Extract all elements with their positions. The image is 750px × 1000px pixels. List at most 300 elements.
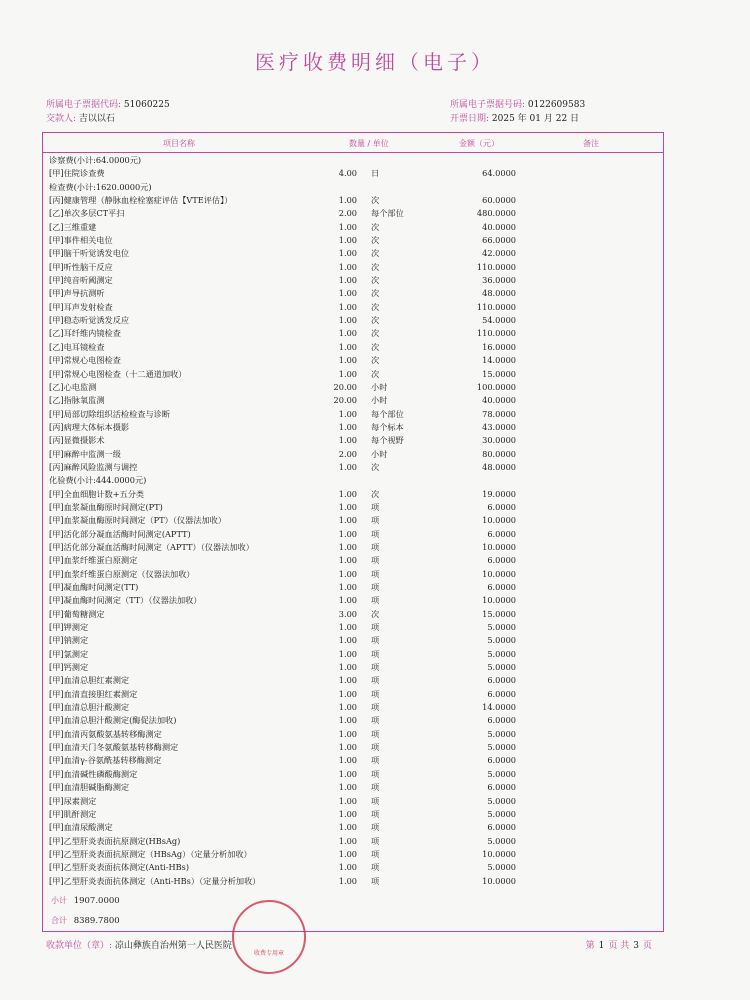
table-row xyxy=(43,728,663,741)
item-name: [甲]血浆纤维蛋白原测定 xyxy=(49,555,138,566)
item-amount: 10.0000 xyxy=(482,875,516,886)
table-row xyxy=(43,501,663,514)
table-row xyxy=(43,274,663,287)
item-amount: 5.0000 xyxy=(487,742,516,753)
item-amount: 14.0000 xyxy=(482,702,516,713)
item-amount: 6.0000 xyxy=(487,715,516,726)
header-qty-unit: 数量 / 单位 xyxy=(349,139,389,148)
item-qty: 2.00 xyxy=(338,448,357,459)
item-amount: 10.0000 xyxy=(482,595,516,606)
item-unit: 项 xyxy=(371,688,380,699)
item-unit: 次 xyxy=(371,315,380,326)
item-amount: 48.0000 xyxy=(482,288,516,299)
table-row xyxy=(43,247,663,260)
item-amount: 6.0000 xyxy=(487,501,516,512)
table-row xyxy=(43,768,663,781)
item-qty: 1.00 xyxy=(338,261,357,272)
item-amount: 54.0000 xyxy=(482,315,516,326)
table-row xyxy=(43,167,663,180)
table-row xyxy=(43,634,663,647)
grand-total-value: 8389.7800 xyxy=(73,916,120,926)
item-qty: 1.00 xyxy=(338,488,357,499)
item-unit: 项 xyxy=(371,808,380,819)
item-qty: 1.00 xyxy=(338,501,357,512)
issue-date-value: 2025 年 01 月 22 日 xyxy=(491,114,580,124)
item-amount: 6.0000 xyxy=(487,582,516,592)
item-name: [甲]麻醉中监测一级 xyxy=(49,448,121,459)
item-unit: 小时 xyxy=(371,381,388,392)
item-amount: 6.0000 xyxy=(487,675,516,686)
table-row xyxy=(43,207,663,220)
document-title: 医疗收费明细（电子） xyxy=(255,50,495,74)
table-row xyxy=(43,287,663,300)
page-total: 3 xyxy=(633,941,639,951)
table-row xyxy=(43,234,663,247)
item-qty: 20.00 xyxy=(333,395,357,406)
item-unit: 项 xyxy=(371,835,380,846)
item-qty: 1.00 xyxy=(338,702,357,713)
item-unit: 项 xyxy=(371,635,380,646)
item-amount: 5.0000 xyxy=(487,862,516,873)
item-unit: 次 xyxy=(371,235,380,246)
item-amount: 80.0000 xyxy=(482,448,516,459)
item-amount: 5.0000 xyxy=(487,795,516,806)
table-row xyxy=(43,528,663,541)
item-qty: 1.00 xyxy=(338,862,357,873)
item-qty: 1.00 xyxy=(338,195,357,206)
payer-value: 吉以以石 xyxy=(78,114,115,124)
table-row xyxy=(43,741,663,754)
table-row xyxy=(43,674,663,687)
item-name: [甲]活化部分凝血活酶时间测定（APTT）（仪器法加收） xyxy=(49,541,254,552)
item-qty: 1.00 xyxy=(338,595,357,606)
item-amount: 480.0000 xyxy=(476,208,516,219)
item-amount: 64.0000 xyxy=(482,168,516,179)
item-unit: 小时 xyxy=(371,448,388,459)
item-unit: 项 xyxy=(371,795,380,806)
bill-code-label: 所属电子票据代码: xyxy=(46,100,122,110)
item-name: [甲]乙型肝炎表面抗原测定(HBsAg) xyxy=(49,835,181,846)
item-amount: 5.0000 xyxy=(487,835,516,846)
item-name: [甲]乙型肝炎表面抗体测定（Anti-HBs）（定量分析加收） xyxy=(49,875,261,886)
page-prefix: 第 xyxy=(585,941,595,951)
item-amount: 5.0000 xyxy=(487,728,516,739)
official-seal xyxy=(232,900,306,974)
table-row xyxy=(43,581,663,594)
item-name: [甲]血清总胆红素测定 xyxy=(49,675,130,686)
table-row xyxy=(43,714,663,727)
item-qty: 1.00 xyxy=(338,835,357,846)
item-name: [甲]钠测定 xyxy=(49,635,89,646)
item-qty: 1.00 xyxy=(338,221,357,232)
item-name: [甲]活化部分凝血活酶时间测定(APTT) xyxy=(49,528,191,539)
item-unit: 项 xyxy=(371,568,380,579)
footer xyxy=(46,938,658,951)
item-amount: 10.0000 xyxy=(482,848,516,859)
item-amount: 5.0000 xyxy=(487,662,516,673)
item-qty: 1.00 xyxy=(338,768,357,779)
item-unit: 项 xyxy=(371,582,380,592)
table-row xyxy=(43,875,663,888)
item-name: [甲]常规心电图检查（十二通道加收） xyxy=(49,368,187,379)
item-qty: 1.00 xyxy=(338,341,357,352)
fee-table xyxy=(42,132,664,932)
payer xyxy=(46,111,115,124)
item-name: [甲]住院诊查费 xyxy=(49,168,105,179)
item-unit: 项 xyxy=(371,515,380,526)
item-qty: 4.00 xyxy=(338,168,357,179)
item-unit: 次 xyxy=(371,341,380,352)
table-row xyxy=(43,421,663,434)
item-qty: 1.00 xyxy=(338,555,357,566)
item-qty: 1.00 xyxy=(338,728,357,739)
item-name: [甲]血清胆碱脂酶测定 xyxy=(49,782,130,793)
item-amount: 10.0000 xyxy=(482,568,516,579)
item-amount: 19.0000 xyxy=(482,488,516,499)
item-unit: 项 xyxy=(371,648,380,659)
bill-code xyxy=(46,97,170,110)
item-name: [甲]乙型肝炎表面抗体测定(Anti-HBs) xyxy=(49,862,190,873)
item-qty: 2.00 xyxy=(338,208,357,219)
item-name: [丙]显微摄影术 xyxy=(49,435,105,446)
payer-label: 交款人: xyxy=(46,114,77,124)
item-name: [甲]稳态听觉诱发反应 xyxy=(49,315,130,326)
item-amount: 40.0000 xyxy=(482,221,516,232)
item-unit: 项 xyxy=(371,755,380,766)
item-qty: 1.00 xyxy=(338,635,357,646)
item-amount: 40.0000 xyxy=(482,395,516,406)
item-unit: 小时 xyxy=(371,395,388,406)
table-row xyxy=(43,848,663,861)
table-row xyxy=(43,301,663,314)
table-row xyxy=(43,327,663,340)
item-unit: 项 xyxy=(371,848,380,859)
item-unit: 次 xyxy=(371,275,380,286)
table-row xyxy=(43,394,663,407)
payee-unit-label: 收款单位（章）: xyxy=(46,941,113,951)
item-unit: 项 xyxy=(371,702,380,713)
item-unit: 次 xyxy=(371,368,380,379)
category-row xyxy=(43,181,663,194)
item-unit: 项 xyxy=(371,768,380,779)
item-amount: 5.0000 xyxy=(487,768,516,779)
bill-number xyxy=(450,97,585,110)
issue-date-label: 开票日期: xyxy=(450,114,490,124)
item-qty: 1.00 xyxy=(338,515,357,526)
item-name: [乙]心电监测 xyxy=(49,381,97,392)
table-row xyxy=(43,594,663,607)
table-header xyxy=(43,133,663,153)
item-unit: 项 xyxy=(371,728,380,739)
item-amount: 43.0000 xyxy=(482,421,516,432)
bill-code-value: 51060225 xyxy=(123,100,170,110)
item-name: [甲]血清天门冬氨酸氨基转移酶测定 xyxy=(49,742,179,753)
table-row xyxy=(43,648,663,661)
item-name: [甲]血清γ-谷氨酰基转移酶测定 xyxy=(49,755,162,766)
table-body xyxy=(43,154,663,888)
item-name: [甲]全血细胞计数+五分类 xyxy=(49,488,145,499)
header-note: 备注 xyxy=(583,139,599,148)
item-name: [甲]肌酐测定 xyxy=(49,808,97,819)
item-name: [丙]健康管理（静脉血栓栓塞症评估【VTE评估】） xyxy=(49,195,233,206)
bill-number-value: 0122609583 xyxy=(527,100,586,110)
item-unit: 项 xyxy=(371,875,380,886)
item-qty: 1.00 xyxy=(338,782,357,793)
page-suffix: 页 xyxy=(642,941,652,951)
table-row xyxy=(43,554,663,567)
item-qty: 1.00 xyxy=(338,715,357,726)
table-row xyxy=(43,261,663,274)
item-qty: 1.00 xyxy=(338,688,357,699)
table-row xyxy=(43,488,663,501)
item-unit: 每个部位 xyxy=(371,408,404,419)
item-unit: 项 xyxy=(371,662,380,673)
item-qty: 1.00 xyxy=(338,875,357,886)
subtotal-value: 1907.0000 xyxy=(73,896,120,906)
item-unit: 次 xyxy=(371,248,380,259)
item-qty: 1.00 xyxy=(338,662,357,673)
item-name: [甲]血清总胆汁酸测定(酶促法加收) xyxy=(49,715,177,726)
item-name: [甲]钙测定 xyxy=(49,662,89,673)
item-unit: 次 xyxy=(371,195,380,206)
grand-total xyxy=(51,915,120,926)
table-row xyxy=(43,461,663,474)
item-amount: 48.0000 xyxy=(482,461,516,472)
item-qty: 1.00 xyxy=(338,435,357,446)
item-qty: 1.00 xyxy=(338,235,357,246)
page-indicator xyxy=(586,938,652,951)
item-amount: 110.0000 xyxy=(476,328,516,339)
header-item-name: 项目名称 xyxy=(163,139,195,148)
item-qty: 1.00 xyxy=(338,582,357,592)
table-row xyxy=(43,221,663,234)
item-qty: 1.00 xyxy=(338,742,357,753)
item-unit: 次 xyxy=(371,328,380,339)
category-name: 检查费(小计:1620.0000元) xyxy=(49,181,152,192)
item-unit: 次 xyxy=(371,301,380,312)
item-qty: 1.00 xyxy=(338,675,357,686)
category-row xyxy=(43,474,663,487)
table-row xyxy=(43,194,663,207)
item-unit: 项 xyxy=(371,862,380,873)
table-row xyxy=(43,354,663,367)
table-row xyxy=(43,808,663,821)
item-unit: 次 xyxy=(371,608,380,619)
item-unit: 每个标本 xyxy=(371,421,404,432)
item-unit: 项 xyxy=(371,595,380,606)
item-qty: 1.00 xyxy=(338,528,357,539)
category-name: 诊察费(小计:64.0000元) xyxy=(49,155,142,165)
item-name: [甲]血清尿酸测定 xyxy=(49,822,113,833)
item-qty: 1.00 xyxy=(338,275,357,286)
table-row xyxy=(43,701,663,714)
category-name: 化验费(小计:444.0000元) xyxy=(49,475,147,486)
item-qty: 1.00 xyxy=(338,541,357,552)
table-row xyxy=(43,514,663,527)
item-unit: 项 xyxy=(371,742,380,753)
item-qty: 1.00 xyxy=(338,288,357,299)
item-qty: 1.00 xyxy=(338,328,357,339)
item-amount: 5.0000 xyxy=(487,622,516,633)
item-qty: 1.00 xyxy=(338,795,357,806)
item-name: [甲]血清丙氨酸氨基转移酶测定 xyxy=(49,728,162,739)
table-row xyxy=(43,541,663,554)
item-qty: 1.00 xyxy=(338,368,357,379)
item-amount: 30.0000 xyxy=(482,435,516,446)
item-qty: 1.00 xyxy=(338,822,357,833)
issue-date xyxy=(450,111,579,124)
table-row xyxy=(43,861,663,874)
item-name: [甲]常规心电图检查 xyxy=(49,355,121,366)
item-qty: 1.00 xyxy=(338,622,357,633)
item-amount: 5.0000 xyxy=(487,808,516,819)
item-name: [甲]纯音听阈测定 xyxy=(49,275,113,286)
grand-total-label: 合计 xyxy=(51,916,67,925)
item-qty: 20.00 xyxy=(333,381,357,392)
item-unit: 日 xyxy=(371,168,380,179)
item-qty: 1.00 xyxy=(338,421,357,432)
item-unit: 项 xyxy=(371,541,380,552)
item-unit: 次 xyxy=(371,221,380,232)
payee-unit-value: 凉山彝族自治州第一人民医院 xyxy=(114,941,232,951)
item-name: [甲]凝血酶时间测定（TT）（仪器法加收） xyxy=(49,595,202,606)
header-amount: 金额（元） xyxy=(459,139,499,148)
item-name: [甲]耳声发射检查 xyxy=(49,301,113,312)
item-unit: 项 xyxy=(371,622,380,633)
item-amount: 66.0000 xyxy=(482,235,516,246)
item-name: [甲]血清碱性磷酸酶测定 xyxy=(49,768,138,779)
table-row xyxy=(43,568,663,581)
item-amount: 100.0000 xyxy=(476,381,516,392)
item-amount: 6.0000 xyxy=(487,555,516,566)
seal-text: 收费专用章 xyxy=(253,950,284,957)
item-amount: 36.0000 xyxy=(482,275,516,286)
table-row xyxy=(43,381,663,394)
item-amount: 10.0000 xyxy=(482,515,516,526)
item-name: [甲]事件相关电位 xyxy=(49,235,113,246)
item-amount: 6.0000 xyxy=(487,688,516,699)
item-amount: 6.0000 xyxy=(487,782,516,793)
item-amount: 6.0000 xyxy=(487,755,516,766)
item-unit: 次 xyxy=(371,261,380,272)
table-row xyxy=(43,448,663,461)
item-qty: 1.00 xyxy=(338,808,357,819)
item-amount: 42.0000 xyxy=(482,248,516,259)
table-row xyxy=(43,368,663,381)
item-amount: 15.0000 xyxy=(482,608,516,619)
item-unit: 项 xyxy=(371,555,380,566)
item-unit: 次 xyxy=(371,488,380,499)
item-amount: 110.0000 xyxy=(476,301,516,312)
item-unit: 项 xyxy=(371,715,380,726)
table-row xyxy=(43,795,663,808)
bill-number-label: 所属电子票据号码: xyxy=(450,100,526,110)
item-amount: 110.0000 xyxy=(476,261,516,272)
table-row xyxy=(43,661,663,674)
table-row xyxy=(43,621,663,634)
item-name: [甲]凝血酶时间测定(TT) xyxy=(49,582,139,592)
item-amount: 14.0000 xyxy=(482,355,516,366)
item-name: [甲]血浆凝血酶原时间测定(PT) xyxy=(49,501,163,512)
item-qty: 3.00 xyxy=(338,608,357,619)
item-qty: 1.00 xyxy=(338,755,357,766)
item-unit: 项 xyxy=(371,782,380,793)
item-name: [乙]电耳镜检查 xyxy=(49,341,105,352)
table-row xyxy=(43,341,663,354)
item-name: [甲]葡萄糖测定 xyxy=(49,608,105,619)
item-name: [甲]听性脑干反应 xyxy=(49,261,113,272)
item-qty: 1.00 xyxy=(338,301,357,312)
item-amount: 5.0000 xyxy=(487,635,516,646)
item-name: [丙]麻醉风险监测与调控 xyxy=(49,461,138,472)
item-name: [甲]血清总胆汁酸测定 xyxy=(49,702,130,713)
table-row xyxy=(43,314,663,327)
item-name: [丙]病理大体标本摄影 xyxy=(49,421,130,432)
item-name: [甲]尿素测定 xyxy=(49,795,97,806)
table-row xyxy=(43,821,663,834)
item-unit: 次 xyxy=(371,461,380,472)
table-row xyxy=(43,688,663,701)
item-name: [甲]钾测定 xyxy=(49,622,89,633)
item-unit: 项 xyxy=(371,501,380,512)
item-name: [乙]耳纤维内镜检查 xyxy=(49,328,121,339)
item-name: [乙]指脉氧监测 xyxy=(49,395,105,406)
item-qty: 1.00 xyxy=(338,315,357,326)
item-amount: 6.0000 xyxy=(487,822,516,833)
item-qty: 1.00 xyxy=(338,408,357,419)
table-row xyxy=(43,434,663,447)
table-row xyxy=(43,781,663,794)
subtotal xyxy=(51,895,120,906)
item-unit: 每个视野 xyxy=(371,435,404,446)
item-name: [甲]声导抗测听 xyxy=(49,288,105,299)
item-amount: 6.0000 xyxy=(487,528,516,539)
item-amount: 78.0000 xyxy=(482,408,516,419)
item-unit: 每个部位 xyxy=(371,208,404,219)
item-qty: 1.00 xyxy=(338,248,357,259)
item-name: [甲]血浆纤维蛋白原测定（仪器法加收） xyxy=(49,568,195,579)
table-row xyxy=(43,754,663,767)
item-unit: 次 xyxy=(371,355,380,366)
item-amount: 60.0000 xyxy=(482,195,516,206)
page-current: 1 xyxy=(598,941,605,951)
page-mid: 页 共 xyxy=(608,941,630,951)
item-name: [甲]乙型肝炎表面抗原测定（HBsAg）（定量分析加收） xyxy=(49,848,252,859)
item-name: [甲]血浆凝血酶原时间测定（PT）（仪器法加收） xyxy=(49,515,227,526)
item-qty: 1.00 xyxy=(338,848,357,859)
table-row xyxy=(43,408,663,421)
item-amount: 10.0000 xyxy=(482,541,516,552)
item-name: [甲]氯测定 xyxy=(49,648,89,659)
item-qty: 1.00 xyxy=(338,568,357,579)
table-row xyxy=(43,835,663,848)
subtotal-label: 小计 xyxy=(51,896,67,905)
item-unit: 次 xyxy=(371,288,380,299)
item-unit: 项 xyxy=(371,822,380,833)
category-row xyxy=(43,154,663,167)
item-name: [乙]三维重建 xyxy=(49,221,97,232)
item-amount: 15.0000 xyxy=(482,368,516,379)
item-qty: 1.00 xyxy=(338,461,357,472)
item-qty: 1.00 xyxy=(338,355,357,366)
item-unit: 项 xyxy=(371,528,380,539)
item-unit: 项 xyxy=(371,675,380,686)
item-name: [乙]单次多层CT平扫 xyxy=(49,208,125,219)
item-name: [甲]局部切除组织活检检查与诊断 xyxy=(49,408,171,419)
item-name: [甲]血清直接胆红素测定 xyxy=(49,688,138,699)
table-row xyxy=(43,608,663,621)
item-amount: 16.0000 xyxy=(482,341,516,352)
